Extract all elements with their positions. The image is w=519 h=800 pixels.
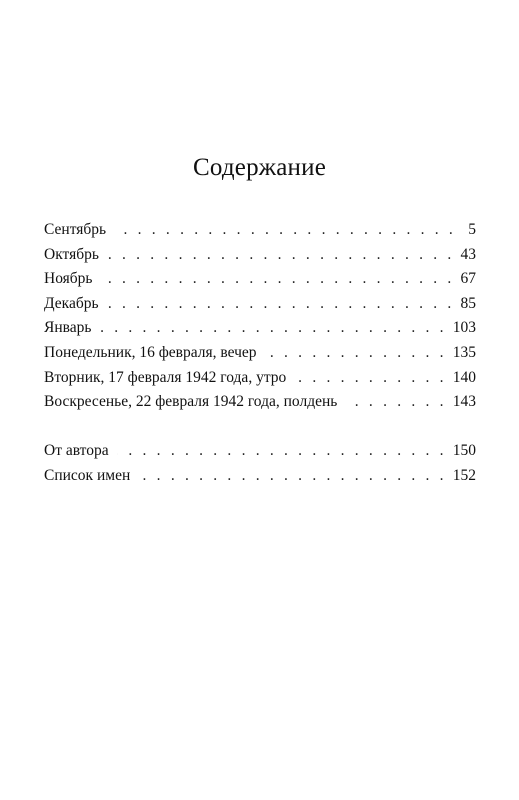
toc-entry-page: 85 <box>460 294 476 312</box>
toc-appendix-list <box>44 439 476 488</box>
toc-entry-label: Ноябрь <box>44 270 93 288</box>
toc-entry <box>44 390 476 415</box>
toc-entry <box>44 218 476 243</box>
toc-entry-label: Сентябрь <box>44 221 107 238</box>
toc-entry-label: Декабрь <box>44 294 99 312</box>
dot-leader <box>117 439 447 464</box>
dot-leader <box>107 243 455 268</box>
toc-entry <box>44 341 476 366</box>
toc-entry <box>44 464 476 489</box>
toc-entry-label: Январь <box>44 319 92 337</box>
toc-entry <box>44 316 476 341</box>
toc-entry <box>44 243 476 268</box>
dot-leader <box>138 464 447 489</box>
toc-entry-label: Понедельник, 16 февраля, вечер <box>44 343 257 361</box>
toc-entry <box>44 292 476 317</box>
dot-leader <box>99 316 446 341</box>
dot-leader <box>114 218 456 243</box>
toc-entry-page: 135 <box>452 343 476 361</box>
toc-entry <box>44 366 476 391</box>
dot-leader <box>265 341 447 366</box>
toc-entry-label: Октябрь <box>44 245 99 263</box>
toc-entry-page: 143 <box>452 393 476 411</box>
toc-entry-page: 140 <box>452 368 476 386</box>
dot-leader <box>294 366 446 391</box>
toc-entry-label: От автора <box>44 442 109 459</box>
toc-entry-label: Список имен <box>44 466 131 484</box>
dot-leader <box>345 390 446 415</box>
toc-entry <box>44 267 476 292</box>
toc-entry-page: 5 <box>468 221 476 238</box>
toc-entry-page: 152 <box>452 466 476 484</box>
toc-entry-page: 150 <box>452 442 476 459</box>
toc-entry-page: 103 <box>452 319 476 337</box>
page-title: Содержание <box>193 154 326 181</box>
toc-entry-label: Вторник, 17 февраля 1942 года, утро <box>44 368 287 386</box>
toc-entry <box>44 439 476 464</box>
dot-leader <box>107 292 455 317</box>
dot-leader <box>100 267 454 292</box>
toc-main-list <box>44 218 476 415</box>
toc-entry-page: 67 <box>460 270 476 288</box>
toc-entry-label: Воскресенье, 22 февраля 1942 года, полдень <box>44 393 338 411</box>
toc-entry-page: 43 <box>460 245 476 263</box>
